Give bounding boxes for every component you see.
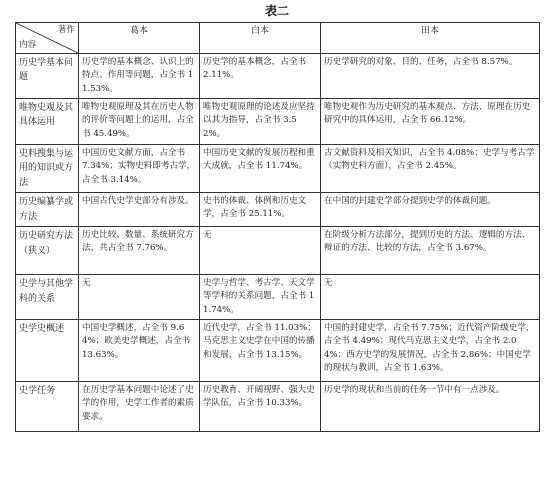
table-cell: 历史比较、数量、系统研究方法，共占全书 7.76%。 bbox=[79, 227, 200, 275]
row-label: 史学史概述 bbox=[16, 320, 79, 382]
table-cell: 史学与哲学、考古学、天文学等学科的关系问题，占全书 11.74%。 bbox=[200, 275, 321, 320]
table-cell: 无 bbox=[79, 275, 200, 320]
table-cell: 在中国的封建史学部分提到史学的体裁问题。 bbox=[321, 193, 540, 227]
row-label: 史学与其他学科的关系 bbox=[16, 275, 79, 320]
table-row bbox=[16, 382, 540, 432]
table-cell: 中国史学概述，占全书 9.64%；欧美史学概述，占全书 13.63%。 bbox=[79, 320, 200, 382]
table-cell: 无 bbox=[200, 227, 321, 275]
row-label: 史学任务 bbox=[16, 382, 79, 432]
table-cell: 历史学的基本概念，占全书 2.11%。 bbox=[200, 54, 321, 99]
table-cell: 唯物史观作为历史研究的基本观点、方法、原理在历史研究中的具体运用，占全书 66.12%。 bbox=[321, 98, 540, 144]
corner-cell bbox=[16, 23, 79, 54]
table-row bbox=[16, 320, 540, 382]
table-cell: 中国历史文献方面，占全书 7.34%；实物史料即考古学，占全书 3.14%。 bbox=[79, 144, 200, 192]
column-header-bai: 白本 bbox=[200, 23, 321, 54]
table-cell: 古文献资料及相关知识，占全书 4.08%；史学与考古学（实物史料方面），占全书 2.45%。 bbox=[321, 144, 540, 192]
table-row bbox=[16, 54, 540, 99]
comparison-table bbox=[15, 22, 540, 432]
table-row bbox=[16, 98, 540, 144]
corner-label-works: 著作 bbox=[57, 25, 75, 35]
header-row bbox=[16, 23, 540, 54]
row-label: 历史编纂学或方法 bbox=[16, 193, 79, 227]
row-label: 史料搜集与运用的知识或方法 bbox=[16, 144, 79, 192]
table-cell: 历史教育、开阔视野、强大史学队伍，占全书 10.33%。 bbox=[200, 382, 321, 432]
corner-label-content: 内容 bbox=[19, 39, 37, 50]
table-cell: 无 bbox=[321, 275, 540, 320]
row-label: 历史研究方法（狭义） bbox=[16, 227, 79, 275]
table-row bbox=[16, 227, 540, 275]
table-cell: 在阶级分析方法部分，提到历史的方法、逻辑的方法、辩证的方法、比较的方法，占全书 3.67%。 bbox=[321, 227, 540, 275]
table-row bbox=[16, 275, 540, 320]
table-cell: 近代史学，占全书 11.03%；马克思主义史学在中国的传播和发展，占全书 13.15%。 bbox=[200, 320, 321, 382]
table-cell: 史书的体裁、体例和历史文学，占全书 25.11%。 bbox=[200, 193, 321, 227]
table-cell: 唯物史观原理及其在历史人物的评价等问题上的运用，占全书 45.49%。 bbox=[79, 98, 200, 144]
column-header-tian: 田本 bbox=[321, 23, 540, 54]
table-cell: 中国历史文献的发展历程和重大成就，占全书 11.74%。 bbox=[200, 144, 321, 192]
table-cell: 历史学的现状和当前的任务一节中有一点涉及。 bbox=[321, 382, 540, 432]
table-cell: 唯物史观原理的论述及应坚持以其为指导，占全书 3.52%。 bbox=[200, 98, 321, 144]
table-cell: 在历史学基本问题中论述了史学的作用，史学工作者的素质要求。 bbox=[79, 382, 200, 432]
table-title: 表二 bbox=[264, 4, 289, 18]
table-cell: 中国古代史学史部分有涉及。 bbox=[79, 193, 200, 227]
table-row bbox=[16, 193, 540, 227]
row-label: 历史学基本问题 bbox=[16, 54, 79, 99]
table-row bbox=[16, 144, 540, 192]
column-header-ge: 葛本 bbox=[79, 23, 200, 54]
table-cell: 中国的封建史学，占全书 7.75%；近代资产阶级史学，占全书 4.49%；现代马克思主义史学，占全书 2.04%；西方史学的发展情况，占全书 2.86%；中国史学的现状与教训，占全书 1.63%。 bbox=[321, 320, 540, 382]
table-cell: 历史学的基本概念、认识上的特点、作用等问题，占全书 11.53%。 bbox=[79, 54, 200, 99]
row-label: 唯物史观及其具体运用 bbox=[16, 98, 79, 144]
table-cell: 历史学研究的对象、目的、任务，占全书 8.57%。 bbox=[321, 54, 540, 99]
